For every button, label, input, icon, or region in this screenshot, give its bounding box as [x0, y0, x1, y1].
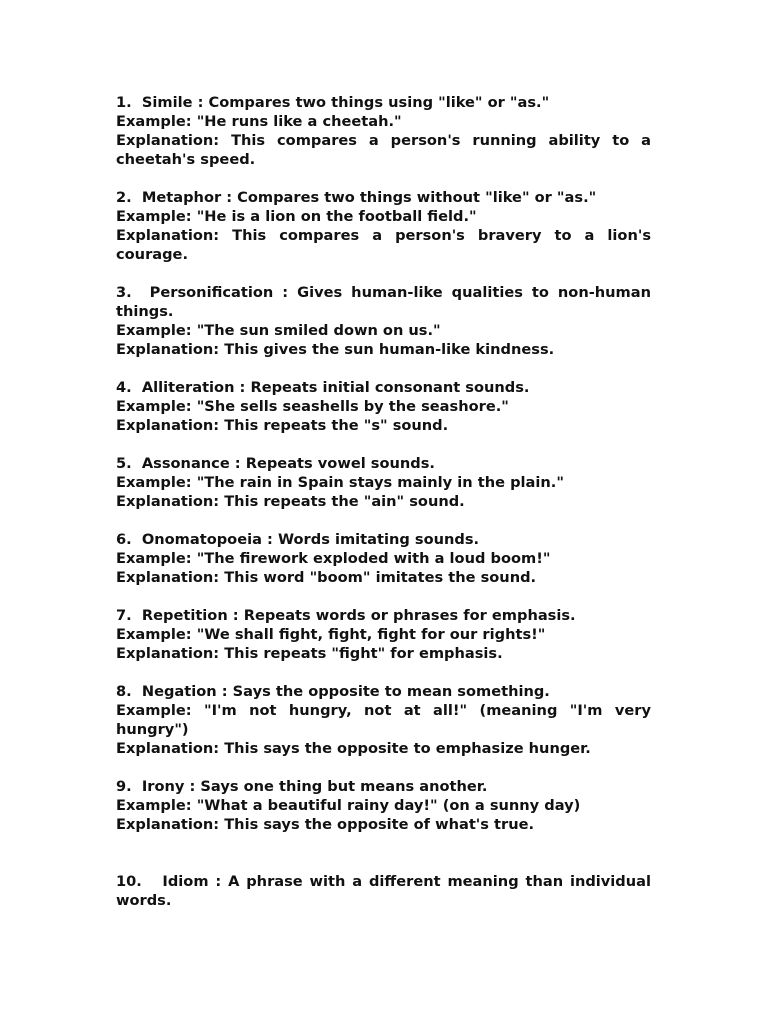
entry-example: Example: "The firework exploded with a loud boom!" [116, 550, 551, 567]
entry-example: Example: "He runs like a cheetah." [116, 113, 402, 130]
entry-explanation: Explanation: This compares a person's bravery to a lion's courage. [116, 227, 651, 263]
entry-heading: 1. Simile : Compares two things using "like" or "as." [116, 94, 550, 111]
list-item-onomatopoeia [116, 530, 651, 587]
entry-explanation: Explanation: This compares a person's running ability to a cheetah's speed. [116, 132, 651, 168]
entry-heading: 2. Metaphor : Compares two things without "like" or "as." [116, 189, 597, 206]
entry-heading: 7. Repetition : Repeats words or phrases for emphasis. [116, 607, 576, 624]
list-item-simile [116, 93, 651, 169]
list-item-irony [116, 777, 651, 834]
entry-explanation: Explanation: This repeats the "s" sound. [116, 417, 449, 434]
list-item-metaphor [116, 188, 651, 264]
entry-heading: 9. Irony : Says one thing but means another. [116, 778, 488, 795]
list-item-negation [116, 682, 651, 758]
entry-example: Example: "The rain in Spain stays mainly in the plain." [116, 474, 564, 491]
list-item-repetition [116, 606, 651, 663]
entry-heading: 3. Personification : Gives human-like qualities to non-human things. [116, 284, 657, 320]
entry-example: Example: "What a beautiful rainy day!" (on a sunny day) [116, 797, 581, 814]
entry-explanation: Explanation: This repeats "fight" for emphasis. [116, 645, 503, 662]
figures-of-speech-list [116, 93, 657, 929]
entry-explanation: Explanation: This gives the sun human-like kindness. [116, 341, 555, 358]
entry-example: Example: "He is a lion on the football field." [116, 208, 477, 225]
entry-explanation: Explanation: This repeats the "ain" sound. [116, 493, 465, 510]
list-item-assonance [116, 454, 651, 511]
list-item-idiom [116, 872, 657, 910]
list-item-personification [116, 283, 657, 359]
entry-example: Example: "We shall fight, fight, fight for our rights!" [116, 626, 546, 643]
entry-heading: 10. Idiom : A phrase with a different meaning than individual words. [116, 873, 657, 909]
entry-heading: 8. Negation : Says the opposite to mean something. [116, 683, 550, 700]
entry-heading: 6. Onomatopoeia : Words imitating sounds. [116, 531, 480, 548]
entry-heading: 5. Assonance : Repeats vowel sounds. [116, 455, 435, 472]
entry-explanation: Explanation: This word "boom" imitates the sound. [116, 569, 537, 586]
entry-heading: 4. Alliteration : Repeats initial consonant sounds. [116, 379, 530, 396]
entry-explanation: Explanation: This says the opposite to emphasize hunger. [116, 740, 591, 757]
list-item-alliteration [116, 378, 651, 435]
entry-example: Example: "The sun smiled down on us." [116, 322, 441, 339]
entry-explanation: Explanation: This says the opposite of what's true. [116, 816, 535, 833]
entry-example: Example: "I'm not hungry, not at all!" (meaning "I'm very hungry") [116, 702, 651, 738]
entry-example: Example: "She sells seashells by the seashore." [116, 398, 509, 415]
